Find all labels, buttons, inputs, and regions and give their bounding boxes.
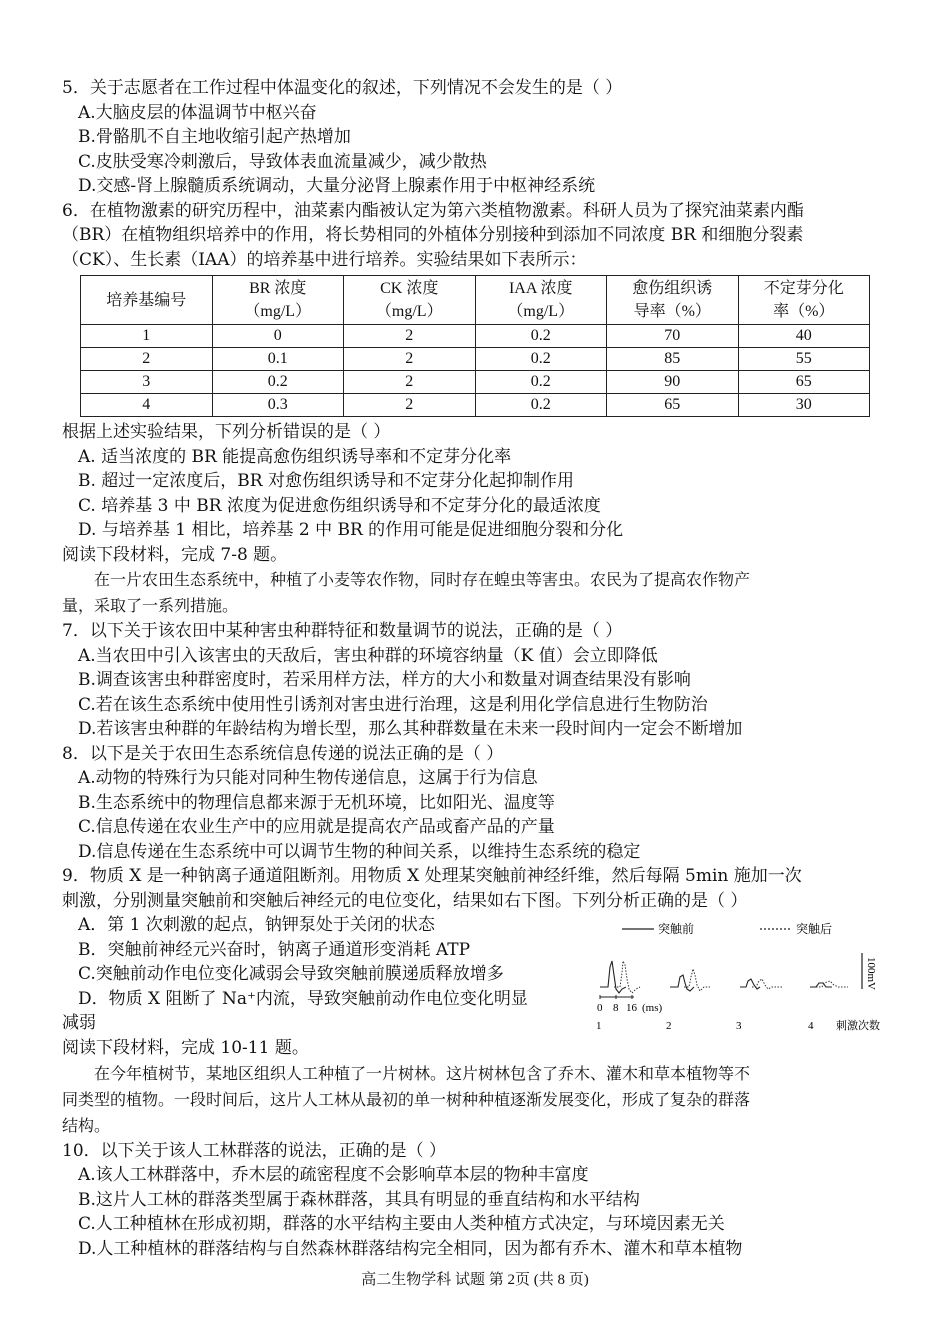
table-cell: 70	[607, 325, 739, 348]
table-cell: 55	[738, 348, 870, 371]
table-row	[81, 325, 870, 348]
table-cell: 0.2	[212, 371, 344, 394]
q7-option-d: D.若该害虫种群的年龄结构为增长型，那么其种群数量在未来一段时间内一定会不断增加	[78, 719, 743, 739]
reading2-intro: 阅读下段材料，完成 10-11 题。	[62, 1038, 309, 1058]
q8-option-c: C.信息传递在农业生产中的应用就是提高农产品或畜产品的产量	[78, 817, 555, 837]
exam-page	[62, 76, 892, 1261]
trace-4-pre	[810, 983, 832, 987]
q8-option-a: A.动物的特殊行为只能对同种生物传递信息，这属于行为信息	[78, 768, 538, 788]
q5-option-b: B.骨骼肌不自主地收缩引起产热增加	[78, 127, 351, 147]
scale-label: 100mV	[865, 957, 877, 990]
q10-stem: 10．以下关于该人工林群落的说法，正确的是（ ）	[62, 1140, 447, 1161]
q6-option-c: C. 培养基 3 中 BR 浓度为促进愈伤组织诱导和不定芽分化的最适浓度	[78, 495, 601, 516]
q5-option-d: D.交感-肾上腺髓质系统调动，大量分泌肾上腺素作用于中枢神经系统	[78, 176, 596, 196]
table-header-cell: 不定芽分化 率（%）	[738, 276, 870, 325]
trace-2-post	[684, 969, 710, 991]
q9-options-and-figure	[62, 913, 892, 1036]
table-cell: 65	[738, 371, 870, 394]
q9-option-c: C.突触前动作电位变化减弱会导致突触前膜递质释放增多	[78, 964, 504, 984]
q9-option-d: D．物质 X 阻断了 Na⁺内流，导致突触前动作电位变化明显	[78, 988, 528, 1009]
table-cell: 2	[344, 348, 476, 371]
q6-stem-line-2: （BR）在植物组织培养中的作用，将长势相同的外植体分别接种到添加不同浓度 BR 和细胞分裂素	[62, 225, 804, 245]
q9-option-a: A．第 1 次刺激的起点，钠钾泵处于关闭的状态	[78, 915, 435, 935]
q7-stem: 7．以下关于该农田中某种害虫种群特征和数量调节的说法，正确的是（ ）	[62, 621, 623, 641]
q10-option-d: D.人工种植林的群落结构与自然森林群落结构完全相同，因为都有乔木、灌木和草本植物	[78, 1238, 743, 1259]
table-cell: 1	[81, 325, 213, 348]
q7-option-c: C.若在该生态系统中使用性引诱剂对害虫进行治理，这是利用化学信息进行生物防治	[78, 694, 708, 715]
q8-stem: 8．以下是关于农田生态系统信息传递的说法正确的是（ ）	[62, 743, 504, 764]
table-cell: 30	[738, 394, 870, 417]
table-header-cell: 愈伤组织诱 导率（%）	[607, 276, 739, 325]
page-footer: 高二生物学科 试题 第 2页 (共 8 页)	[361, 1272, 589, 1288]
table-row	[81, 348, 870, 371]
q6-data-table	[80, 275, 870, 417]
stim-number: 4	[808, 1020, 814, 1032]
table-header-cell: CK 浓度 （mg/L）	[344, 276, 476, 325]
table-cell: 65	[607, 394, 739, 417]
time-tick-label: 8	[613, 1002, 619, 1014]
table-cell: 2	[344, 394, 476, 417]
q6-stem-line-3: （CK）、生长素（IAA）的培养基中进行培养。实验结果如下表所示：	[62, 249, 587, 270]
table-cell: 2	[344, 371, 476, 394]
q6-option-b: B. 超过一定浓度后，BR 对愈伤组织诱导和不定芽分化起抑制作用	[78, 471, 574, 491]
q9-option-b: B．突触前神经元兴奋时，钠离子通道形变消耗 ATP	[78, 939, 471, 960]
table-header-row	[81, 276, 870, 325]
q6-question: 根据上述实验结果，下列分析错误的是（ ）	[62, 422, 391, 442]
q9-option-d-continued: 减弱	[62, 1013, 96, 1033]
reading2-line-2: 同类型的植物。一段时间后，这片人工林从最初的单一树种种植逐渐发展变化，形成了复杂的群落	[62, 1089, 751, 1109]
q5-stem: 5．关于志愿者在工作过程中体温变化的叙述，下列情况不会发生的是（ ）	[62, 78, 623, 98]
legend-post-label: 突触后	[796, 922, 833, 936]
time-unit-label: (ms)	[642, 1002, 663, 1014]
trace-1-post	[614, 961, 640, 993]
q5-option-a: A.大脑皮层的体温调节中枢兴奋	[78, 102, 317, 123]
time-tick-label: 0	[597, 1002, 603, 1014]
q6-stem-line-1: 6．在植物激素的研究历程中，油菜素内酯被认定为第六类植物激素。科研人员为了探究油菜素内酯	[62, 200, 804, 221]
table-cell: 0.2	[475, 394, 607, 417]
q10-option-b: B.这片人工林的群落类型属于森林群落，其具有明显的垂直结构和水平结构	[78, 1189, 640, 1210]
q7-option-a: A.当农田中引入该害虫的天敌后，害虫种群的环境容纳量（K 值）会立即降低	[78, 645, 658, 666]
table-cell: 85	[607, 348, 739, 371]
q6-option-d: D. 与培养基 1 相比，培养基 2 中 BR 的作用可能是促进细胞分裂和分化	[78, 520, 624, 540]
table-cell: 0.2	[475, 371, 607, 394]
q6-option-a: A. 适当浓度的 BR 能提高愈伤组织诱导率和不定芽分化率	[78, 446, 512, 467]
stim-number: 3	[736, 1020, 742, 1032]
table-header-cell: 培养基编号	[81, 276, 213, 325]
table-cell: 0.1	[212, 348, 344, 371]
legend-pre-label: 突触前	[658, 922, 695, 936]
reading2-line-1: 在今年植树节，某地区组织人工种植了一片树林。这片树林包含了乔木、灌木和草本植物等不	[94, 1063, 751, 1083]
stim-axis-label: 刺激次数	[836, 1019, 880, 1032]
table-cell: 4	[81, 394, 213, 417]
trace-2-pre	[670, 975, 694, 991]
q8-option-d: D.信息传递在生态系统中可以调节生物的种间关系，以维持生态系统的稳定	[78, 841, 641, 862]
q9-options	[62, 913, 582, 1036]
table-row	[81, 394, 870, 417]
reading1-line-1: 在一片农田生态系统中，种植了小麦等农作物，同时存在蝗虫等害虫。农民为了提高农作物产	[94, 570, 751, 589]
q5-option-c: C.皮肤受寒冷刺激后，导致体表血流量减少，减少散热	[78, 151, 487, 172]
q10-option-c: C.人工种植林在形成初期，群落的水平结构主要由人类种植方式决定，与环境因素无关	[78, 1214, 725, 1234]
reading2-line-3: 结构。	[62, 1115, 111, 1135]
time-tick-label: 16	[626, 1002, 637, 1014]
table-cell: 0.3	[212, 394, 344, 417]
table-cell: 0	[212, 325, 344, 348]
q7-option-b: B.调查该害虫种群密度时，若采用样方法，样方的大小和数量对调查结果没有影响	[78, 670, 691, 690]
table-row	[81, 371, 870, 394]
table-cell: 0.2	[475, 325, 607, 348]
q9-stem-line-1: 9．物质 X 是一种钠离子通道阻断剂。用物质 X 处理某突触前神经纤维，然后每隔 5min 施加一次	[62, 866, 802, 886]
stim-number: 2	[666, 1020, 672, 1032]
table-cell: 2	[81, 348, 213, 371]
table-cell: 90	[607, 371, 739, 394]
stim-number: 1	[596, 1020, 602, 1032]
table-cell: 3	[81, 371, 213, 394]
table-header-cell: IAA 浓度 （mg/L）	[475, 276, 607, 325]
table-header-cell: BR 浓度 （mg/L）	[212, 276, 344, 325]
reading1-line-2: 量，采取了一系列措施。	[62, 596, 239, 615]
q10-option-a: A.该人工林群落中，乔木层的疏密程度不会影响草本层的物种丰富度	[78, 1165, 589, 1185]
table-cell: 0.2	[475, 348, 607, 371]
trace-4-post	[816, 981, 848, 987]
table-cell: 2	[344, 325, 476, 348]
q8-option-b: B.生态系统中的物理信息都来源于无机环境，比如阳光、温度等	[78, 792, 555, 813]
reading1-intro: 阅读下段材料，完成 7-8 题。	[62, 544, 288, 565]
membrane-potential-figure	[592, 917, 902, 1035]
table-cell: 40	[738, 325, 870, 348]
q9-stem-line-2: 刺激，分别测量突触前和突触后神经元的电位变化，结果如右下图。下列分析正确的是（ ）	[62, 890, 748, 911]
